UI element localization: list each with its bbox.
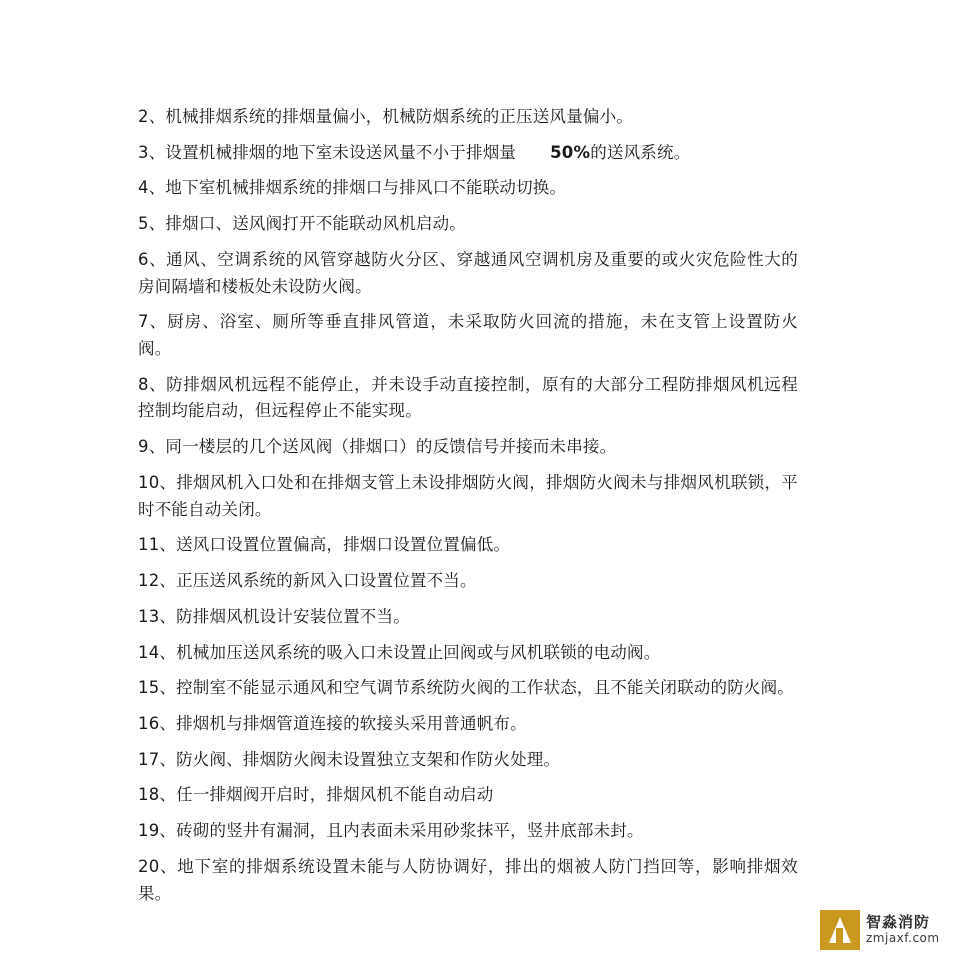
list-item-text: 地下室机械排烟系统的排烟口与排风口不能联动切换。 xyxy=(165,178,567,198)
list-item-number: 6、 xyxy=(138,249,167,269)
list-item xyxy=(138,782,798,809)
list-item-number: 11、 xyxy=(138,535,177,555)
list-item xyxy=(138,747,798,774)
list-item-text: 任一排烟阀开启时，排烟风机不能自动启动 xyxy=(176,785,494,805)
list-item-text-tail: 的送风系统。 xyxy=(590,142,691,162)
list-item xyxy=(138,675,798,702)
document-body xyxy=(138,104,798,916)
list-item xyxy=(138,470,798,523)
list-item xyxy=(138,711,798,738)
watermark-title: 智淼消防 xyxy=(866,913,931,932)
list-item-number: 12、 xyxy=(138,571,177,591)
list-item xyxy=(138,532,798,559)
list-item-number: 5、 xyxy=(138,214,166,234)
list-item-number: 2、 xyxy=(138,107,166,126)
watermark-url: zmjaxf.com xyxy=(866,930,940,945)
list-item-number: 10、 xyxy=(138,472,177,492)
list-item-text: 机械排烟系统的排烟量偏小，机械防烟系统的正压送风量偏小。 xyxy=(165,107,634,126)
list-item-number: 19、 xyxy=(138,821,177,841)
list-item-text: 厨房、浴室、厕所等垂直排风管道，未采取防火回流的措施，未在支管上设置防火阀。 xyxy=(138,312,799,359)
list-item-number: 3、 xyxy=(138,142,166,162)
list-item xyxy=(138,568,798,595)
list-item-text: 防排烟风机设计安装位置不当。 xyxy=(176,606,410,626)
list-item-text: 正压送风系统的新风入口设置位置不当。 xyxy=(176,571,477,591)
list-item-text: 送风口设置位置偏高，排烟口设置位置偏低。 xyxy=(176,535,511,555)
list-item-number: 15、 xyxy=(138,678,177,698)
list-item-number: 9、 xyxy=(138,437,166,457)
list-item xyxy=(138,140,798,167)
list-item-text: 机械加压送风系统的吸入口未设置止回阀或与风机联锁的电动阀。 xyxy=(176,642,661,662)
list-item-text: 防排烟风机远程不能停止，并未设手动直接控制，原有的大部分工程防排烟风机远程控制均能启动，但远程停止不能实现。 xyxy=(138,374,798,421)
list-item-text: 砖砌的竖井有漏洞，且内表面未采用砂浆抹平，竖井底部未封。 xyxy=(176,821,644,841)
list-item xyxy=(138,818,798,845)
list-item xyxy=(138,604,798,631)
list-item-number: 18、 xyxy=(138,785,177,805)
list-item-number: 8、 xyxy=(138,374,167,394)
list-item-number: 13、 xyxy=(138,606,177,626)
list-item-text: 同一楼层的几个送风阀（排烟口）的反馈信号并接而未串接。 xyxy=(165,437,617,457)
list-item xyxy=(138,104,798,131)
list-item-text: 设置机械排烟的地下室未设送风量不小于排烟量 xyxy=(165,142,517,162)
list-item xyxy=(138,434,798,461)
list-item-number: 14、 xyxy=(138,642,177,662)
list-item-text: 地下室的排烟系统设置未能与人防协调好，排出的烟被人防门挡回等，影响排烟效果。 xyxy=(138,856,798,903)
watermark-text xyxy=(866,914,940,945)
list-item-emphasis: 50% xyxy=(550,142,591,162)
list-item xyxy=(138,175,798,202)
list-item-number: 7、 xyxy=(138,312,168,332)
list-item xyxy=(138,211,798,238)
list-item-text: 排烟风机入口处和在排烟支管上未设排烟防火阀，排烟防火阀未与排烟风机联锁，平时不能自动关闭。 xyxy=(138,472,798,519)
list-item xyxy=(138,640,798,667)
list-item-text: 防火阀、排烟防火阀未设置独立支架和作防火处理。 xyxy=(176,749,561,769)
watermark xyxy=(820,907,948,953)
list-item-text: 排烟口、送风阀打开不能联动风机启动。 xyxy=(165,214,467,234)
list-item-text: 排烟机与排烟管道连接的软接头采用普通帆布。 xyxy=(176,713,527,733)
list-item xyxy=(138,309,798,362)
list-item xyxy=(138,247,798,300)
list-item-number: 16、 xyxy=(138,713,177,733)
list-item-number: 4、 xyxy=(138,178,166,198)
list-item xyxy=(138,372,798,425)
list-item xyxy=(138,854,798,907)
list-item-number: 20、 xyxy=(138,856,178,876)
brand-logo-icon xyxy=(820,910,860,950)
list-item-text: 控制室不能显示通风和空气调节系统防火阀的工作状态，且不能关闭联动的防火阀。 xyxy=(176,678,795,698)
list-item-text: 通风、空调系统的风管穿越防火分区、穿越通风空调机房及重要的或火灾危险性大的房间隔墙和楼板处未设防火阀。 xyxy=(138,249,798,296)
list-item-number: 17、 xyxy=(138,749,177,769)
